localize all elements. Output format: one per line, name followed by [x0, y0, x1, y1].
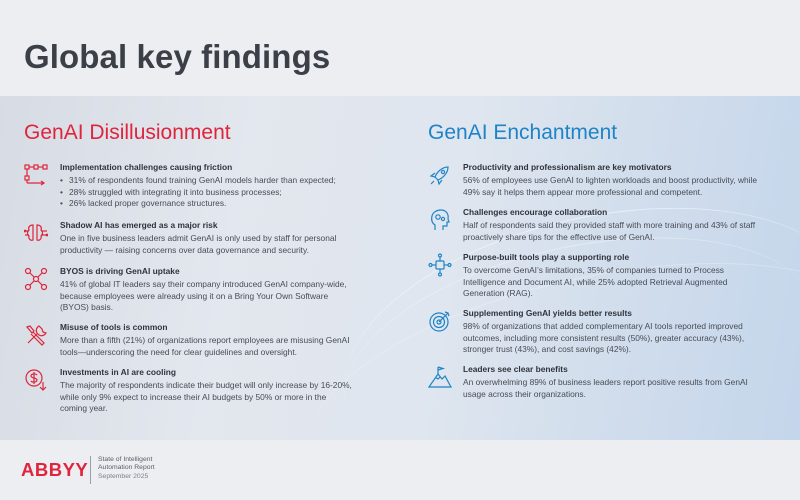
- finding-title: Leaders see clear benefits: [463, 364, 568, 374]
- bullet-item: • 28% struggled with integrating it into business processes;: [60, 187, 352, 199]
- finding-text: [463, 252, 763, 300]
- finding-text: [60, 266, 352, 314]
- report-line: Automation Report: [98, 464, 155, 472]
- finding-body: 98% of organizations that added complementary AI tools reported improved outcomes, including more consistent results (50%), greater accuracy (43%), stronger trust (43%), and cost savings (42%).: [463, 321, 745, 354]
- finding-text: [60, 220, 352, 256]
- finding-title: Purpose-built tools play a supporting role: [463, 252, 630, 262]
- rocket-icon: [428, 163, 452, 187]
- finding-text: [60, 322, 352, 358]
- finding-body: Half of respondents said they provided staff with more training and 43% of staff proactively share tips for the effective use of GenAI.: [463, 220, 756, 242]
- finding-title: Supplementing GenAI yields better results: [463, 308, 632, 318]
- finding-text: [463, 364, 763, 400]
- abbyy-logo: ABBYY: [21, 459, 89, 480]
- flowchart-icon: [24, 163, 48, 187]
- finding-text: [463, 207, 763, 243]
- target-icon: [428, 309, 452, 333]
- disillusionment-heading: GenAI Disillusionment: [24, 121, 231, 144]
- head-gears-icon: [428, 208, 452, 232]
- finding-text: [60, 162, 352, 210]
- findings-panel: [0, 96, 800, 440]
- dollar-down-icon: [24, 368, 48, 392]
- mountain-flag-icon: [428, 365, 452, 389]
- tools-icon: [24, 323, 48, 347]
- hub-icon: [428, 253, 452, 277]
- finding-title: Challenges encourage collaboration: [463, 207, 608, 217]
- finding-bullets: [60, 175, 352, 210]
- finding-body: An overwhelming 89% of business leaders report positive results from GenAI usage across their organizations.: [463, 377, 748, 399]
- finding-text: [463, 162, 763, 198]
- finding-text: [60, 367, 352, 415]
- report-date: September 2025: [98, 472, 149, 480]
- report-info: [98, 456, 155, 481]
- finding-body: One in five business leaders admit GenAI is only used by staff for personal productivity — raising concerns over data governance and security.: [60, 233, 337, 255]
- footer-divider: [90, 456, 91, 484]
- finding-body: The majority of respondents indicate their budget will only increase by 16-20%, while only 9% expect to increase their AI budgets by 50% or more in the coming year.: [60, 380, 352, 413]
- finding-body: To overcome GenAI’s limitations, 35% of companies turned to Process Intelligence and Document AI, while 25% adopted Retrieval Augmented Generation (RAG).: [463, 265, 728, 298]
- finding-body: 41% of global IT leaders say their company introduced GenAI company-wide, because employees were already using it on a Bring Your Own Software (BYOS) basis.: [60, 279, 347, 312]
- finding-title: BYOS is driving GenAI uptake: [60, 266, 180, 276]
- finding-title: Productivity and professionalism are key motivators: [463, 162, 672, 172]
- page-title: Global key findings: [24, 38, 331, 75]
- bullet-item: • 26% lacked proper governance structures.: [60, 198, 352, 210]
- finding-body: More than a fifth (21%) of organizations report employees are misusing GenAI tools—underscoring the need for clear guidelines and oversight.: [60, 335, 350, 357]
- bullet-item: • 31% of respondents found training GenAI models harder than expected;: [60, 175, 352, 187]
- finding-title: Investments in AI are cooling: [60, 367, 177, 377]
- finding-body: 56% of employees use GenAI to lighten workloads and boost productivity, while 49% say it helps them appear more professional and competent.: [463, 175, 758, 197]
- enchantment-heading: GenAI Enchantment: [428, 121, 618, 144]
- finding-title: Misuse of tools is common: [60, 322, 168, 332]
- finding-title: Implementation challenges causing friction: [60, 162, 233, 172]
- brain-circuit-icon: [24, 221, 48, 245]
- network-nodes-icon: [24, 267, 48, 291]
- report-line: State of Intelligent: [98, 456, 153, 463]
- finding-text: [463, 308, 763, 356]
- finding-title: Shadow AI has emerged as a major risk: [60, 220, 218, 230]
